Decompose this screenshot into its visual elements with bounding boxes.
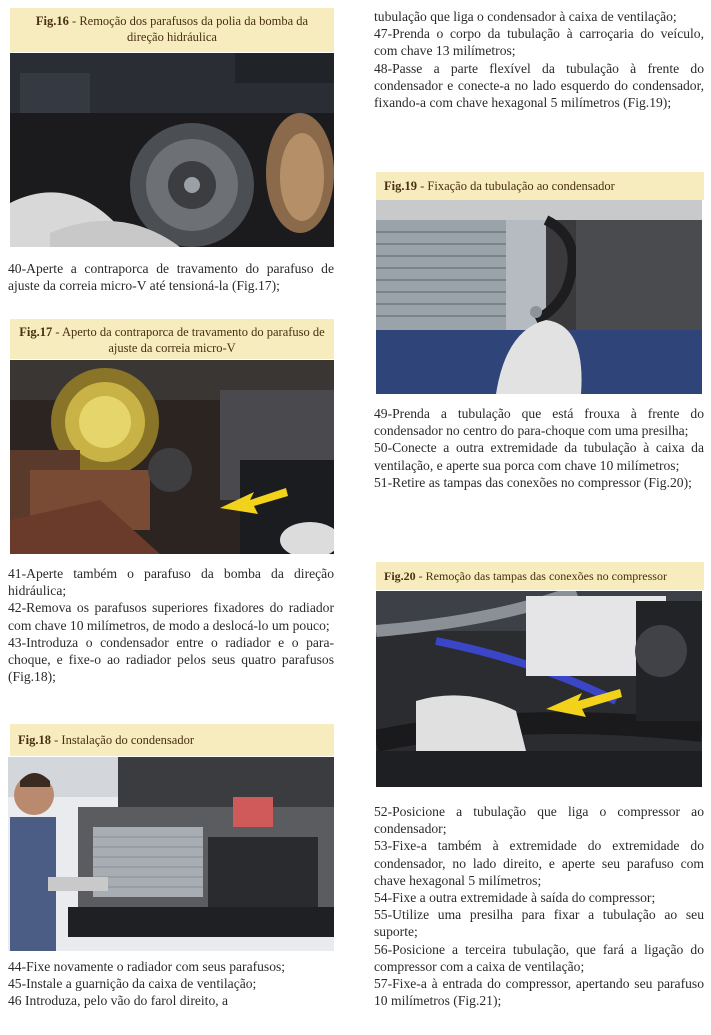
step-47: 47-Prenda o corpo da tubulação à carroçaria do veículo, com chave 13 milímetros; [374,26,704,59]
fig18-caption: Fig.18 - Instalação do condensador [10,724,334,756]
step-44: 44-Fixe novamente o radiador com seus parafusos; [8,959,286,974]
fig20-title: Remoção das tampas das conexões no compressor [425,569,667,583]
step-49: 49-Prenda a tubulação que está frouxa à frente do condensador no centro do para-choque com uma presilha; [374,406,704,439]
fig20-photo [376,591,702,787]
steps-52-57-text [374,803,704,1009]
fig20-caption: Fig.20 - Remoção das tampas das conexões no compressor [376,562,704,590]
steps-49-51-text [374,405,704,491]
step-56: 56-Posicione a terceira tubulação, que fará a ligação do compressor com a caixa de ventilação; [374,941,704,974]
step-51: 51-Retire as tampas das conexões no compressor (Fig.20); [374,474,692,490]
step-40-text [8,260,334,294]
step-53: 53-Fixe-a também à extremidade do extremidade do condensador, no lado direito, e aperte seu parafuso com chave hexagonal 5 milímetros; [374,838,704,888]
fig19-photo [376,200,702,394]
fig17-photo [10,360,334,554]
fig20-number: Fig.20 [384,569,416,583]
fig16-title: Remoção dos parafusos da polia da bomba da direção hidráulica [79,14,309,44]
fig16-caption: Fig.16 - Remoção dos parafusos da polia da bomba da direção hidráulica [10,8,334,52]
step-41: 41-Aperte também o parafuso da bomba da direção hidráulica; [8,566,334,599]
step-48: 48-Passe a parte flexível da tubulação à frente do condensador e conecte-a no lado esquerdo do condensador, fixando-a com chave hexagonal 5 milímetros (Fig.19); [374,60,704,111]
fig19-caption: Fig.19 - Fixação da tubulação ao condensador [376,172,704,200]
step-45: 45-Instale a guarnição da caixa de ventilação; [8,976,257,992]
step-54: 54-Fixe a outra extremidade à saída do compressor; [374,890,656,906]
step-42: 42-Remova os parafusos superiores fixadores do radiador com chave 10 milímetros, de modo a deslocá-lo um pouco; [8,600,334,633]
fig17-number: Fig.17 [19,325,53,339]
step-43: 43-Introduza o condensador entre o radiador e o para-choque, e fixe-o ao radiador pelos seus quatro parafusos (Fig.18); [8,634,334,685]
fig17-caption: Fig.17 - Aperto da contraporca de travamento do parafuso de ajuste da correia micro-V [10,319,334,359]
step-46-start: 46 Introduza, pelo vão do farol direito, a [8,993,229,1009]
fig18-number: Fig.18 [18,733,51,747]
fig16-photo [10,53,334,247]
step-52: 52-Posicione a tubulação que liga o compressor ao condensador; [374,804,704,837]
fig19-title: Fixação da tubulação ao condensador [427,179,615,193]
step-55: 55-Utilize uma presilha para fixar a tubulação ao seu suporte; [374,907,704,940]
fig17-title: Aperto da contraporca de travamento do parafuso de ajuste da correia micro-V [61,325,325,355]
fig16-number: Fig.16 [35,14,69,28]
step-50: 50-Conecte a outra extremidade da tubulação à caixa da ventilação, e aperte sua porca com chave 10 milímetros; [374,440,704,473]
fig18-photo [8,757,334,951]
steps-41-43-text [8,565,334,685]
steps-46-48-text [374,8,704,111]
step-40: 40-Aperte a contraporca de travamento do parafuso de ajuste da correia micro-V até tensioná-la (Fig.17); [8,261,334,294]
fig19-number: Fig.19 [384,179,417,193]
steps-44-46-text [8,958,334,1010]
step-46-end: tubulação que liga o condensador à caixa de ventilação; [374,9,677,24]
step-57: 57-Fixe-a à entrada do compressor, apertando seu parafuso 10 milímetros (Fig.21); [374,976,704,1009]
fig18-title: Instalação do condensador [61,733,194,747]
